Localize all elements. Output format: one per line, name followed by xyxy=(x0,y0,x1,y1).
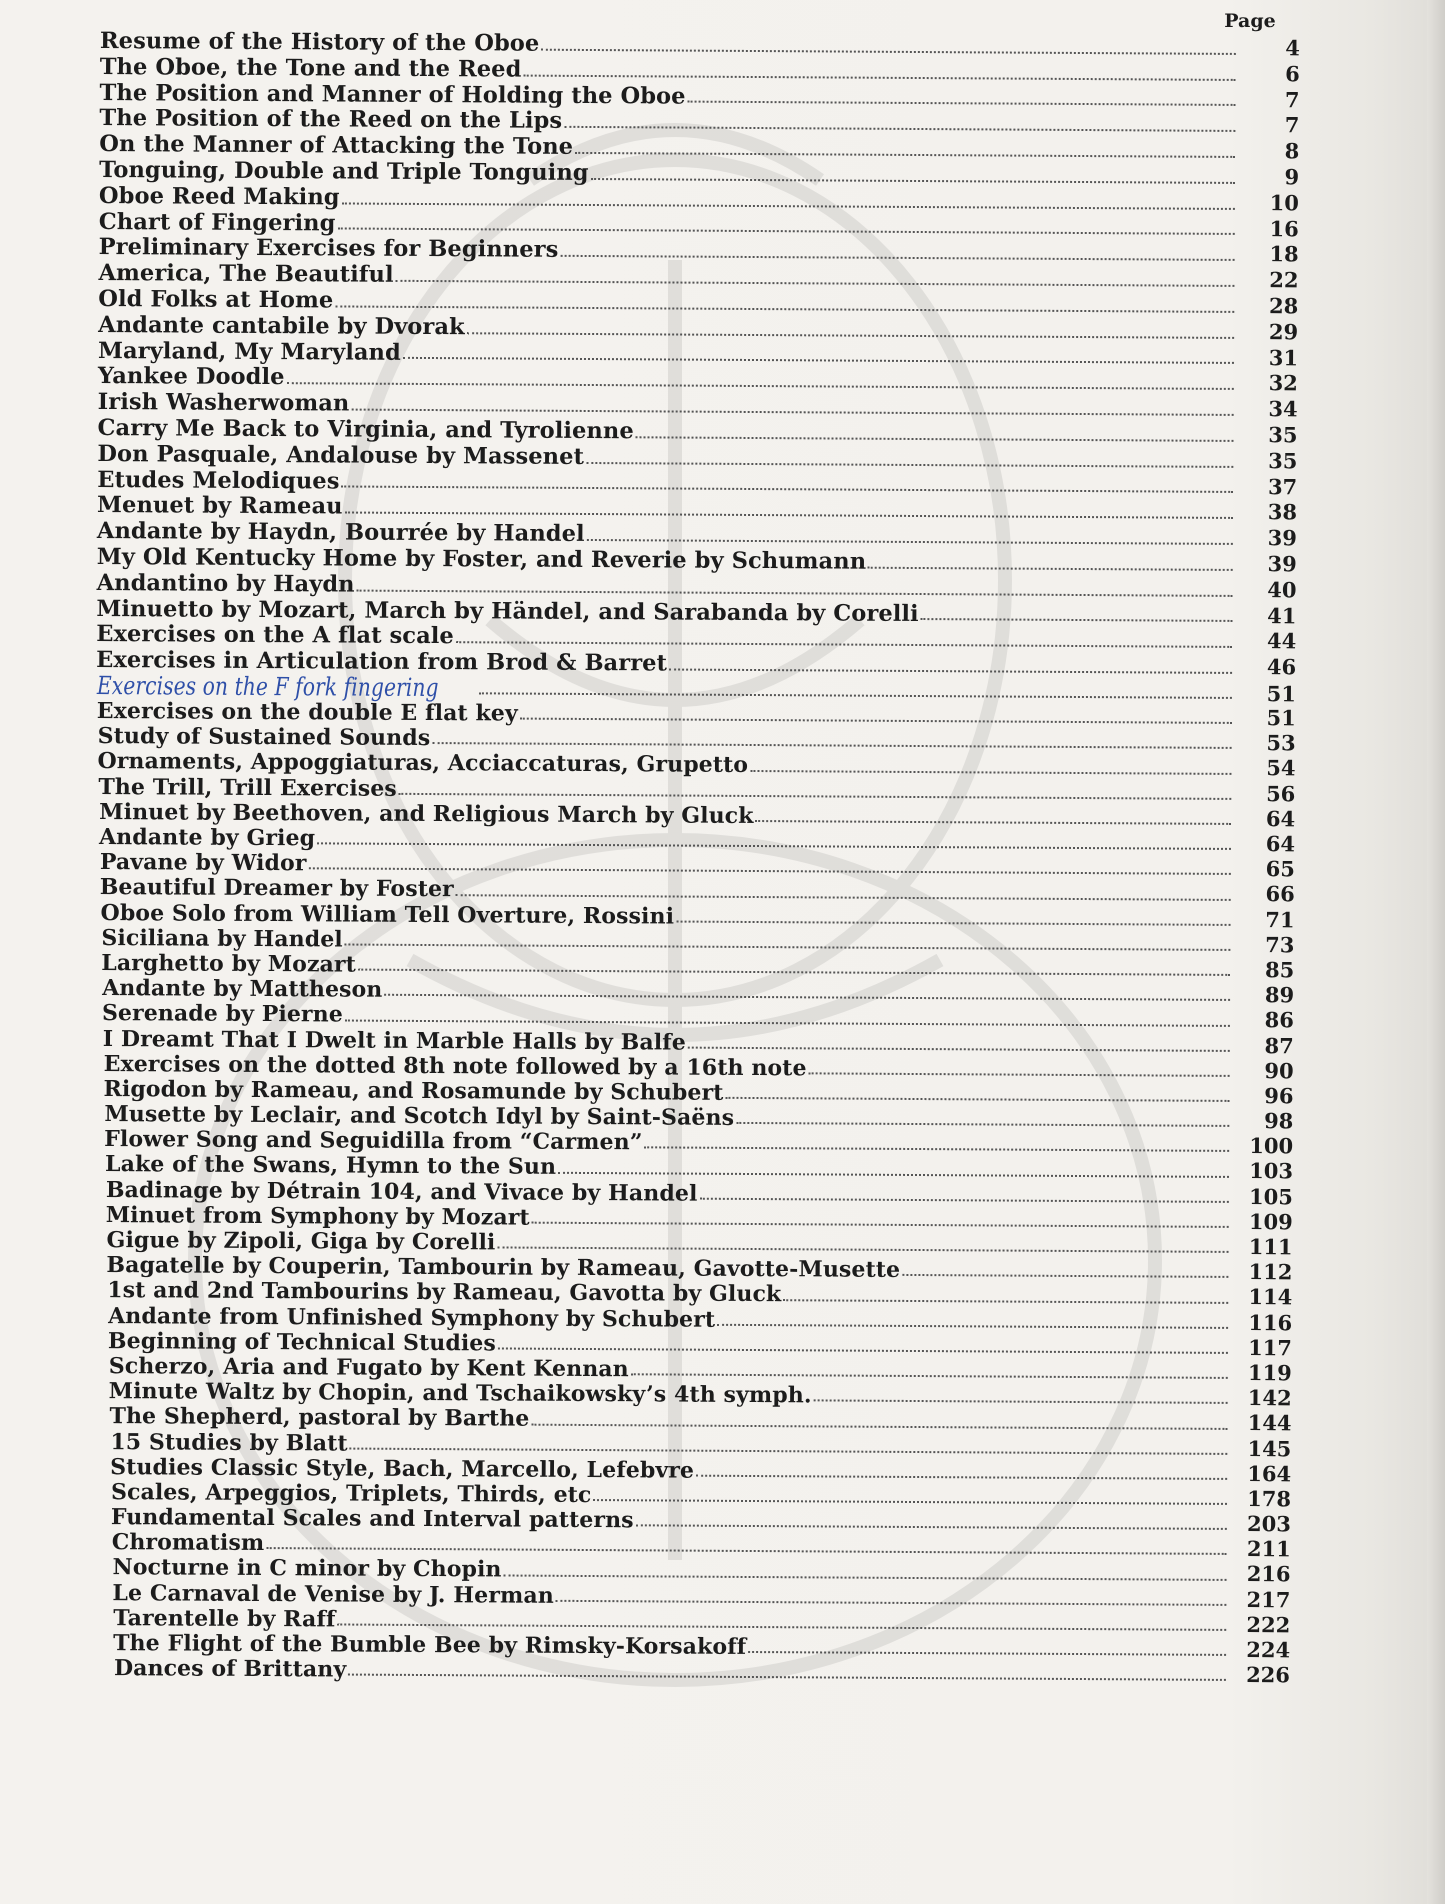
toc-entry-page: 226 xyxy=(1246,1662,1291,1688)
toc-entry-page: 164 xyxy=(1247,1460,1292,1487)
toc-entry-title: Study of Sustained Sounds xyxy=(97,723,431,752)
toc-dot-leader xyxy=(335,305,1234,312)
toc-entry-title: Siciliana by Handel xyxy=(101,924,343,953)
toc-dot-leader xyxy=(478,692,1231,699)
toc-entry-title: Etudes Melodiques xyxy=(97,466,340,495)
toc-entry-page: 65 xyxy=(1265,856,1295,882)
toc-entry-title: Tonguing, Double and Triple Tonguing xyxy=(99,156,589,186)
toc-dot-leader xyxy=(287,382,1234,390)
toc-entry-title: Oboe Reed Making xyxy=(98,182,340,211)
toc-entry-page: 105 xyxy=(1248,1183,1293,1209)
toc-dot-leader xyxy=(699,1198,1228,1203)
toc-entry-page: 114 xyxy=(1248,1284,1293,1310)
toc-entry-page: 39 xyxy=(1267,525,1297,551)
toc-entry-title: Beginning of Technical Studies xyxy=(107,1327,496,1357)
toc-entry-page: 16 xyxy=(1269,215,1299,241)
toc-entry-title: Resume of the History of the Oboe xyxy=(99,28,540,57)
toc-dot-leader xyxy=(736,1122,1229,1127)
toc-entry-page: 144 xyxy=(1247,1410,1292,1436)
toc-dot-leader xyxy=(556,1600,1227,1606)
toc-dot-leader xyxy=(317,843,1231,851)
toc-entry-page: 89 xyxy=(1264,982,1295,1008)
toc-entry-title: Andante from Unfinished Symphony by Schubert xyxy=(108,1302,716,1333)
toc-entry-title: Nocturne in C minor by Chopin xyxy=(112,1554,502,1583)
toc-entry-title: Lake of the Swans, Hymn to the Sun xyxy=(104,1151,557,1181)
toc-entry-page: 203 xyxy=(1246,1511,1291,1537)
toc-entry-title: Exercises on the double E flat key xyxy=(96,698,518,727)
toc-entry-title: The Trill, Trill Exercises xyxy=(98,773,397,802)
toc-dot-leader xyxy=(358,969,1230,976)
toc-dot-leader xyxy=(337,1624,1226,1631)
toc-entry-title: The Position of the Reed on the Lips xyxy=(99,105,563,135)
toc-dot-leader xyxy=(498,1347,1228,1353)
toc-entry-page: 216 xyxy=(1246,1561,1291,1587)
toc-dot-leader xyxy=(756,820,1232,825)
toc-entry-title: 1st and 2nd Tambourins by Rameau, Gavotta by Gluck xyxy=(107,1277,782,1308)
toc-entry-title: Andante by Haydn, Bourrée by Handel xyxy=(96,518,585,548)
toc-entry-title: Minuetto by Mozart, March by Händel, and Sarabanda by Corelli xyxy=(96,595,919,627)
toc-entry-title: Fundamental Scales and Interval patterns xyxy=(110,1504,634,1534)
toc-entry-page: 51 xyxy=(1266,681,1297,707)
toc-entry-title: Exercises on the dotted 8th note followed by a 16th note xyxy=(103,1050,807,1082)
toc-dot-leader xyxy=(541,48,1236,54)
toc-entry-page: 100 xyxy=(1249,1133,1294,1159)
toc-entry-title: The Shepherd, pastoral by Barthe xyxy=(109,1403,530,1433)
toc-entry-title: I Dreamt That I Dwelt in Marble Halls by Balfe xyxy=(102,1025,686,1056)
toc-dot-leader xyxy=(456,894,1231,901)
toc-entry-page: 44 xyxy=(1266,628,1297,654)
toc-dot-leader xyxy=(868,566,1233,570)
toc-dot-leader xyxy=(520,718,1232,724)
toc-dot-leader xyxy=(337,228,1234,235)
toc-dot-leader xyxy=(351,408,1233,415)
toc-entry-title: Beautiful Dreamer by Foster xyxy=(99,874,454,903)
toc-dot-leader xyxy=(688,1046,1230,1051)
toc-entry-title: Tarentelle by Raff xyxy=(113,1604,336,1633)
toc-dot-leader xyxy=(345,512,1233,519)
toc-entry-title: The Flight of the Bumble Bee by Rimsky-Korsakoff xyxy=(113,1630,747,1661)
toc-entry-title: Old Folks at Home xyxy=(98,285,334,314)
toc-dot-leader xyxy=(308,868,1230,876)
toc-entry-page: 117 xyxy=(1248,1334,1293,1361)
toc-dot-leader xyxy=(717,1324,1228,1329)
toc-entry-page: 96 xyxy=(1264,1083,1294,1109)
toc-dot-leader xyxy=(748,1651,1226,1656)
toc-dot-leader xyxy=(696,1475,1227,1480)
toc-entry-page: 38 xyxy=(1267,499,1298,525)
toc-entry-title: Rigodon by Rameau, and Rosamunde by Schubert xyxy=(103,1075,724,1106)
toc-dot-leader xyxy=(345,943,1231,950)
toc-dot-leader xyxy=(636,436,1234,442)
toc-entry-page: 222 xyxy=(1246,1611,1291,1638)
toc-dot-leader xyxy=(902,1274,1228,1278)
toc-entry-title: Scales, Arpeggios, Triplets, Thirds, etc xyxy=(110,1479,592,1508)
toc-entry-title: Larghetto by Mozart xyxy=(101,950,356,978)
toc-entry-title: Andante by Mattheson xyxy=(102,975,383,1003)
toc-entry-page: 39 xyxy=(1267,551,1297,577)
toc-entry-page: 34 xyxy=(1268,396,1298,422)
toc-entry-page: 35 xyxy=(1268,422,1298,448)
toc-entry-page: 18 xyxy=(1269,241,1299,267)
toc-entry-page: 40 xyxy=(1267,576,1297,603)
toc-dot-leader xyxy=(783,1299,1228,1304)
toc-entry-title: Flower Song and Seguidilla from “Carmen” xyxy=(104,1126,643,1156)
toc-entry-title: Minute Waltz by Chopin, and Tschaikowsky’s 4th symph. xyxy=(108,1378,812,1409)
toc-dot-leader xyxy=(575,152,1235,158)
toc-entry-page: 85 xyxy=(1264,957,1295,983)
toc-entry-page: 10 xyxy=(1269,189,1300,216)
toc-dot-leader xyxy=(497,1247,1228,1253)
toc-entry-page: 109 xyxy=(1248,1208,1293,1235)
toc-dot-leader xyxy=(467,332,1234,339)
toc-entry-page: 98 xyxy=(1264,1108,1294,1134)
table-of-contents xyxy=(90,28,1300,1688)
toc-entry-title: Ornaments, Appoggiaturas, Acciaccaturas, Grupetto xyxy=(97,748,749,779)
toc-dot-leader xyxy=(403,357,1234,364)
toc-dot-leader xyxy=(921,618,1233,622)
toc-dot-leader xyxy=(644,1147,1229,1153)
toc-dot-leader xyxy=(593,1499,1227,1505)
toc-entry-page: 116 xyxy=(1248,1309,1293,1335)
toc-dot-leader xyxy=(532,1222,1229,1228)
toc-entry-page: 86 xyxy=(1264,1007,1295,1033)
toc-entry-page: 71 xyxy=(1265,906,1295,932)
toc-entry-page: 46 xyxy=(1266,654,1297,680)
toc-dot-leader xyxy=(399,793,1232,800)
toc-entry-page: 103 xyxy=(1249,1158,1294,1184)
toc-entry-page: 28 xyxy=(1269,293,1299,319)
toc-entry-page: 142 xyxy=(1247,1385,1292,1411)
toc-entry-page: 64 xyxy=(1265,831,1296,857)
toc-entry-page: 37 xyxy=(1267,473,1298,499)
toc-dot-leader xyxy=(266,1548,1226,1556)
toc-entry-page: 90 xyxy=(1264,1057,1294,1084)
toc-dot-leader xyxy=(350,1447,1228,1454)
toc-dot-leader xyxy=(688,101,1236,106)
toc-dot-leader xyxy=(384,994,1230,1001)
toc-entry-title: Irish Washerwoman xyxy=(97,389,350,417)
toc-entry-title: Yankee Doodle xyxy=(97,363,285,391)
toc-dot-leader xyxy=(669,668,1232,673)
toc-dot-leader xyxy=(814,1400,1228,1405)
toc-dot-leader xyxy=(523,74,1235,80)
toc-entry-title: Studies Classic Style, Bach, Marcello, Lefebvre xyxy=(110,1453,695,1484)
toc-dot-leader xyxy=(564,126,1235,132)
toc-entry-page: 224 xyxy=(1246,1637,1291,1663)
toc-entry-title: Oboe Solo from William Tell Overture, Rossini xyxy=(100,899,675,930)
toc-entry-page: 4 xyxy=(1285,35,1300,61)
toc-dot-leader xyxy=(558,1171,1229,1177)
toc-entry-page: 6 xyxy=(1285,61,1300,87)
toc-entry-page: 64 xyxy=(1265,805,1296,832)
toc-entry-title: Dances of Brittany xyxy=(113,1655,347,1683)
toc-entry-title: My Old Kentucky Home by Foster, and Reverie by Schumann xyxy=(96,543,867,575)
toc-dot-leader xyxy=(750,770,1231,775)
toc-entry-title: Andantino by Haydn xyxy=(96,569,355,598)
toc-dot-leader xyxy=(342,202,1235,209)
toc-dot-leader xyxy=(587,539,1233,545)
toc-entry-page: 73 xyxy=(1265,931,1295,958)
toc-entry-page: 53 xyxy=(1266,730,1296,756)
toc-entry-page: 119 xyxy=(1247,1360,1292,1386)
toc-entry-title: Exercises on the A flat scale xyxy=(96,621,454,650)
toc-entry-page: 29 xyxy=(1268,318,1299,345)
toc-dot-leader xyxy=(676,920,1231,925)
toc-entry-page: 178 xyxy=(1247,1485,1292,1512)
toc-entry-page: 31 xyxy=(1268,344,1299,370)
toc-entry-page: 22 xyxy=(1269,267,1299,293)
toc-entry-page: 7 xyxy=(1284,112,1300,138)
toc-entry-title: 15 Studies by Blatt xyxy=(110,1428,348,1457)
toc-entry-page: 35 xyxy=(1268,447,1298,474)
toc-dot-leader xyxy=(348,1674,1226,1681)
toc-entry-title: The Position and Manner of Holding the Oboe xyxy=(99,79,686,110)
toc-entry-page: 145 xyxy=(1247,1435,1292,1461)
toc-entry-title: Preliminary Exercises for Beginners xyxy=(98,234,559,264)
toc-entry-title: Musette by Leclair, and Scotch Idyl by Saint-Saëns xyxy=(104,1101,735,1132)
toc-dot-leader xyxy=(357,589,1233,596)
toc-dot-leader xyxy=(456,641,1232,648)
toc-dot-leader xyxy=(396,280,1235,287)
toc-dot-leader xyxy=(725,1097,1229,1102)
toc-entry-title: Badinage by Détrain 104, and Vivace by Handel xyxy=(105,1176,698,1207)
toc-entry-title: The Oboe, the Tone and the Reed xyxy=(99,53,522,83)
toc-entry-page: 217 xyxy=(1246,1586,1291,1612)
toc-entry-page: 7 xyxy=(1284,86,1300,112)
toc-entry-title: Le Carnaval de Venise by J. Herman xyxy=(112,1579,554,1609)
toc-dot-leader xyxy=(560,255,1234,261)
toc-entry-title: Exercises on the F fork fingering xyxy=(96,670,439,703)
toc-entry-title: Bagatelle by Couperin, Tambourin by Rameau, Gavotte-Musette xyxy=(106,1252,901,1284)
toc-dot-leader xyxy=(341,486,1233,493)
toc-entry-title: Pavane by Widor xyxy=(99,849,307,877)
toc-entry-title: America, The Beautiful xyxy=(98,260,394,288)
toc-entry-page: 9 xyxy=(1284,164,1300,190)
toc-entry-page: 56 xyxy=(1266,780,1296,806)
toc-entry-title: Exercises in Articulation from Brod & Barret xyxy=(96,647,668,677)
toc-dot-leader xyxy=(531,1423,1227,1429)
toc-entry-title: Scherzo, Aria and Fugato by Kent Kennan xyxy=(108,1353,629,1383)
toc-entry-page: 87 xyxy=(1264,1032,1294,1058)
toc-entry-title: Chromatism xyxy=(111,1529,265,1557)
toc-dot-leader xyxy=(345,1019,1230,1026)
toc-entry-title: On the Manner of Attacking the Tone xyxy=(99,131,574,161)
toc-entry-page: 112 xyxy=(1248,1259,1293,1285)
toc-dot-leader xyxy=(591,178,1235,184)
page-edge xyxy=(1427,0,1445,1904)
toc-entry-title: Gigue by Zipoli, Giga by Corelli xyxy=(106,1227,496,1256)
toc-dot-leader xyxy=(809,1072,1230,1077)
toc-entry-title: Menuet by Rameau xyxy=(97,492,343,520)
toc-entry-page: 8 xyxy=(1284,138,1300,164)
toc-entry-page: 111 xyxy=(1248,1234,1293,1260)
toc-entry-title: Minuet from Symphony by Mozart xyxy=(105,1201,530,1231)
toc-dot-leader xyxy=(631,1373,1228,1379)
toc-entry-title: Maryland, My Maryland xyxy=(97,337,401,366)
toc-entry-title: Don Pasquale, Andalouse by Massenet xyxy=(97,440,585,470)
toc-entry-title: Serenade by Pierne xyxy=(101,1000,343,1028)
toc-entry-page: 41 xyxy=(1267,602,1297,628)
toc-dot-leader xyxy=(432,743,1231,750)
toc-entry-page: 54 xyxy=(1266,755,1296,781)
toc-dot-leader xyxy=(586,462,1233,468)
toc-dot-leader xyxy=(504,1574,1227,1580)
toc-entry-page: 32 xyxy=(1268,370,1298,396)
toc-entry-title: Chart of Fingering xyxy=(98,208,336,237)
toc-entry-page: 211 xyxy=(1246,1536,1291,1562)
toc-entry-title: Andante cantabile by Dvorak xyxy=(98,311,465,340)
toc-entry-page: 66 xyxy=(1265,881,1295,907)
toc-entry-page: 51 xyxy=(1266,705,1296,731)
toc-dot-leader xyxy=(636,1525,1227,1531)
page-column-header: Page xyxy=(1224,10,1276,32)
toc-entry-title: Andante by Grieg xyxy=(98,824,316,852)
toc-entry-title: Carry Me Back to Virginia, and Tyrolienne xyxy=(97,414,634,445)
toc-entry-title: Minuet by Beethoven, and Religious March by Gluck xyxy=(99,798,754,829)
